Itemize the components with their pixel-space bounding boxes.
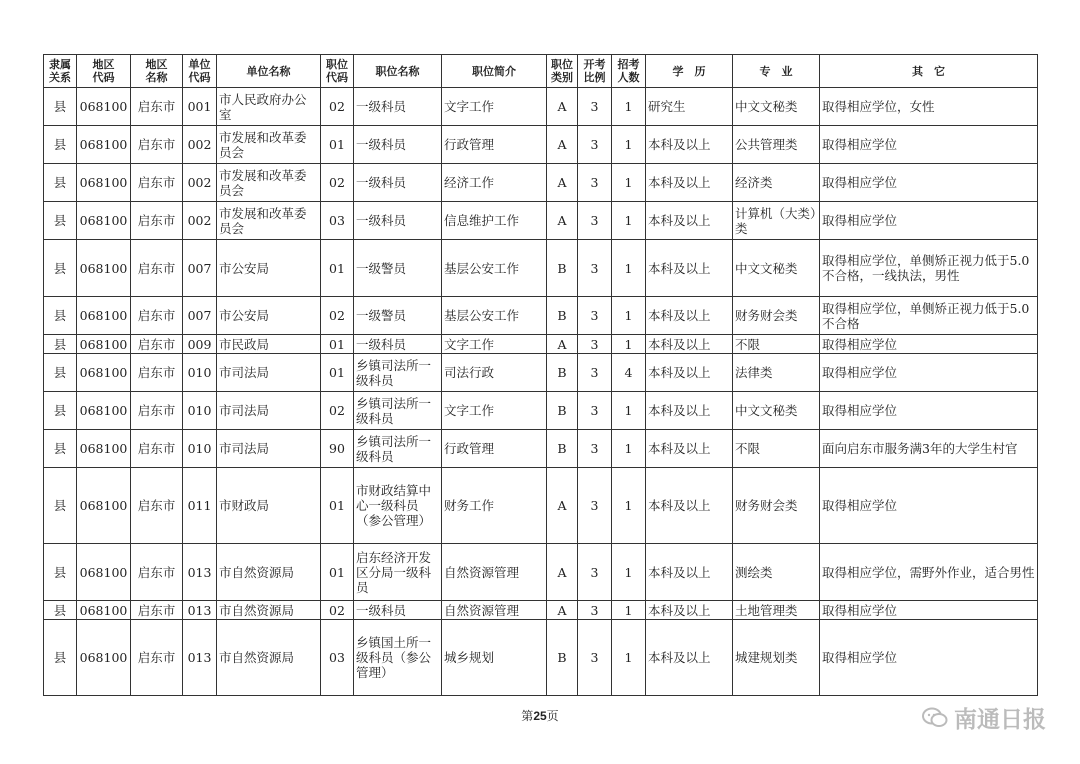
cell-unit-name: 市司法局 — [217, 392, 321, 430]
cell-major: 法律类 — [733, 354, 820, 392]
cell-region-code: 068100 — [77, 468, 131, 544]
cell-position-category: B — [547, 240, 578, 297]
cell-position-summary: 基层公安工作 — [442, 240, 547, 297]
table-row — [44, 601, 1038, 620]
cell-exam-ratio: 3 — [578, 335, 612, 354]
cell-major: 公共管理类 — [733, 126, 820, 164]
cell-exam-ratio: 3 — [578, 240, 612, 297]
cell-major: 中文文秘类 — [733, 392, 820, 430]
cell-region-code: 068100 — [77, 240, 131, 297]
cell-region-code: 068100 — [77, 430, 131, 468]
header-position-code: 职位 代码 — [321, 55, 354, 88]
header-region-code: 地区 代码 — [77, 55, 131, 88]
cell-region-code: 068100 — [77, 202, 131, 240]
cell-education: 本科及以上 — [646, 126, 733, 164]
cell-position-category: B — [547, 620, 578, 696]
cell-education: 本科及以上 — [646, 430, 733, 468]
cell-position-code: 02 — [321, 392, 354, 430]
cell-unit-code: 010 — [183, 430, 217, 468]
table-row — [44, 620, 1038, 696]
cell-education: 本科及以上 — [646, 620, 733, 696]
cell-affiliation: 县 — [44, 430, 77, 468]
cell-position-summary: 城乡规划 — [442, 620, 547, 696]
cell-other: 取得相应学位 — [820, 335, 1038, 354]
cell-unit-name: 市发展和改革委员会 — [217, 126, 321, 164]
cell-other: 取得相应学位 — [820, 601, 1038, 620]
cell-education: 本科及以上 — [646, 354, 733, 392]
cell-position-code: 01 — [321, 354, 354, 392]
cell-affiliation: 县 — [44, 240, 77, 297]
cell-position-name: 一级科员 — [354, 601, 442, 620]
newspaper-watermark — [922, 701, 1046, 734]
cell-region-code: 068100 — [77, 392, 131, 430]
chat-bubble-icon — [922, 707, 948, 729]
cell-position-category: B — [547, 297, 578, 335]
cell-exam-ratio: 3 — [578, 468, 612, 544]
cell-education: 本科及以上 — [646, 468, 733, 544]
cell-other: 取得相应学位 — [820, 354, 1038, 392]
watermark-text: 南通日报 — [954, 707, 1046, 733]
cell-unit-code: 013 — [183, 544, 217, 601]
cell-affiliation: 县 — [44, 392, 77, 430]
cell-position-category: A — [547, 126, 578, 164]
cell-region-name: 启东市 — [131, 88, 183, 126]
cell-major: 测绘类 — [733, 544, 820, 601]
cell-education: 本科及以上 — [646, 335, 733, 354]
cell-education: 本科及以上 — [646, 601, 733, 620]
table-row — [44, 88, 1038, 126]
cell-position-category: B — [547, 392, 578, 430]
header-exam-ratio: 开考 比例 — [578, 55, 612, 88]
cell-region-code: 068100 — [77, 297, 131, 335]
cell-affiliation: 县 — [44, 126, 77, 164]
header-major: 专 业 — [733, 55, 820, 88]
table-row — [44, 164, 1038, 202]
cell-unit-name: 市民政局 — [217, 335, 321, 354]
cell-other: 取得相应学位 — [820, 620, 1038, 696]
cell-hire-count: 1 — [612, 126, 646, 164]
cell-position-code: 01 — [321, 544, 354, 601]
cell-hire-count: 1 — [612, 202, 646, 240]
table-row — [44, 126, 1038, 164]
cell-position-summary: 自然资源管理 — [442, 601, 547, 620]
cell-position-code: 01 — [321, 126, 354, 164]
cell-hire-count: 1 — [612, 544, 646, 601]
cell-position-summary: 基层公安工作 — [442, 297, 547, 335]
cell-unit-name: 市公安局 — [217, 240, 321, 297]
cell-hire-count: 1 — [612, 88, 646, 126]
cell-other: 取得相应学位 — [820, 126, 1038, 164]
cell-region-name: 启东市 — [131, 430, 183, 468]
cell-unit-name: 市财政局 — [217, 468, 321, 544]
cell-position-code: 01 — [321, 240, 354, 297]
cell-position-code: 01 — [321, 335, 354, 354]
cell-exam-ratio: 3 — [578, 430, 612, 468]
cell-exam-ratio: 3 — [578, 88, 612, 126]
table-row — [44, 335, 1038, 354]
cell-position-summary: 信息维护工作 — [442, 202, 547, 240]
header-region-name: 地区 名称 — [131, 55, 183, 88]
header-other: 其 它 — [820, 55, 1038, 88]
cell-education: 本科及以上 — [646, 392, 733, 430]
cell-education: 本科及以上 — [646, 544, 733, 601]
cell-position-summary: 文字工作 — [442, 88, 547, 126]
cell-affiliation: 县 — [44, 335, 77, 354]
cell-position-code: 03 — [321, 620, 354, 696]
cell-unit-code: 009 — [183, 335, 217, 354]
cell-exam-ratio: 3 — [578, 544, 612, 601]
cell-hire-count: 1 — [612, 335, 646, 354]
cell-hire-count: 1 — [612, 164, 646, 202]
cell-education: 本科及以上 — [646, 164, 733, 202]
cell-hire-count: 1 — [612, 468, 646, 544]
cell-exam-ratio: 3 — [578, 164, 612, 202]
cell-unit-name: 市发展和改革委员会 — [217, 164, 321, 202]
cell-position-summary: 行政管理 — [442, 430, 547, 468]
cell-education: 本科及以上 — [646, 297, 733, 335]
cell-position-category: B — [547, 354, 578, 392]
cell-unit-name: 市司法局 — [217, 430, 321, 468]
cell-major: 计算机（大类）类 — [733, 202, 820, 240]
cell-position-name: 市财政结算中心一级科员（参公管理） — [354, 468, 442, 544]
cell-unit-code: 013 — [183, 601, 217, 620]
cell-other: 取得相应学位 — [820, 468, 1038, 544]
cell-education: 本科及以上 — [646, 202, 733, 240]
cell-region-code: 068100 — [77, 601, 131, 620]
cell-position-summary: 司法行政 — [442, 354, 547, 392]
cell-region-code: 068100 — [77, 88, 131, 126]
cell-position-name: 一级科员 — [354, 202, 442, 240]
cell-position-code: 02 — [321, 297, 354, 335]
table-row — [44, 392, 1038, 430]
cell-exam-ratio: 3 — [578, 620, 612, 696]
cell-position-code: 02 — [321, 164, 354, 202]
cell-unit-code: 011 — [183, 468, 217, 544]
cell-other: 取得相应学位，单侧矫正视力低于5.0不合格，一线执法，男性 — [820, 240, 1038, 297]
cell-position-summary: 文字工作 — [442, 392, 547, 430]
cell-unit-code: 013 — [183, 620, 217, 696]
cell-position-code: 03 — [321, 202, 354, 240]
cell-region-code: 068100 — [77, 164, 131, 202]
cell-other: 面向启东市服务满3年的大学生村官 — [820, 430, 1038, 468]
cell-position-code: 02 — [321, 88, 354, 126]
cell-position-summary: 自然资源管理 — [442, 544, 547, 601]
cell-major: 土地管理类 — [733, 601, 820, 620]
table-row — [44, 240, 1038, 297]
cell-unit-name: 市人民政府办公室 — [217, 88, 321, 126]
cell-position-name: 乡镇司法所一级科员 — [354, 354, 442, 392]
cell-region-name: 启东市 — [131, 601, 183, 620]
cell-region-name: 启东市 — [131, 620, 183, 696]
cell-region-name: 启东市 — [131, 354, 183, 392]
page-number: 第25页 — [521, 709, 559, 723]
cell-other: 取得相应学位 — [820, 392, 1038, 430]
cell-unit-code: 010 — [183, 354, 217, 392]
table-row — [44, 297, 1038, 335]
cell-exam-ratio: 3 — [578, 392, 612, 430]
cell-region-code: 068100 — [77, 620, 131, 696]
cell-region-code: 068100 — [77, 335, 131, 354]
table-row — [44, 202, 1038, 240]
header-unit-name: 单位名称 — [217, 55, 321, 88]
header-unit-code: 单位 代码 — [183, 55, 217, 88]
cell-position-summary: 行政管理 — [442, 126, 547, 164]
cell-unit-code: 007 — [183, 240, 217, 297]
cell-hire-count: 1 — [612, 601, 646, 620]
cell-region-code: 068100 — [77, 126, 131, 164]
cell-major: 财务财会类 — [733, 297, 820, 335]
cell-exam-ratio: 3 — [578, 354, 612, 392]
cell-position-code: 02 — [321, 601, 354, 620]
cell-affiliation: 县 — [44, 164, 77, 202]
cell-education: 研究生 — [646, 88, 733, 126]
cell-position-name: 乡镇司法所一级科员 — [354, 392, 442, 430]
cell-unit-code: 010 — [183, 392, 217, 430]
cell-region-name: 启东市 — [131, 126, 183, 164]
cell-position-summary: 文字工作 — [442, 335, 547, 354]
cell-position-category: A — [547, 468, 578, 544]
header-affiliation: 隶属 关系 — [44, 55, 77, 88]
cell-hire-count: 1 — [612, 430, 646, 468]
cell-position-category: A — [547, 335, 578, 354]
cell-unit-code: 002 — [183, 126, 217, 164]
cell-position-name: 乡镇国土所一级科员（参公管理） — [354, 620, 442, 696]
cell-position-name: 启东经济开发区分局一级科员 — [354, 544, 442, 601]
cell-exam-ratio: 3 — [578, 126, 612, 164]
cell-other: 取得相应学位，女性 — [820, 88, 1038, 126]
cell-unit-code: 002 — [183, 202, 217, 240]
cell-other: 取得相应学位 — [820, 202, 1038, 240]
cell-unit-code: 001 — [183, 88, 217, 126]
cell-major: 财务财会类 — [733, 468, 820, 544]
cell-affiliation: 县 — [44, 468, 77, 544]
header-hire-count: 招考 人数 — [612, 55, 646, 88]
cell-affiliation: 县 — [44, 544, 77, 601]
cell-hire-count: 4 — [612, 354, 646, 392]
cell-region-code: 068100 — [77, 544, 131, 601]
cell-major: 不限 — [733, 430, 820, 468]
table-row — [44, 544, 1038, 601]
cell-hire-count: 1 — [612, 240, 646, 297]
cell-affiliation: 县 — [44, 601, 77, 620]
cell-unit-name: 市发展和改革委员会 — [217, 202, 321, 240]
cell-hire-count: 1 — [612, 620, 646, 696]
cell-position-summary: 经济工作 — [442, 164, 547, 202]
cell-position-code: 01 — [321, 468, 354, 544]
cell-position-name: 一级科员 — [354, 335, 442, 354]
cell-unit-name: 市公安局 — [217, 297, 321, 335]
cell-unit-name: 市自然资源局 — [217, 620, 321, 696]
header-education: 学 历 — [646, 55, 733, 88]
cell-region-code: 068100 — [77, 354, 131, 392]
cell-position-category: A — [547, 601, 578, 620]
cell-other: 取得相应学位，需野外作业，适合男性 — [820, 544, 1038, 601]
cell-position-category: B — [547, 430, 578, 468]
cell-affiliation: 县 — [44, 354, 77, 392]
cell-major: 中文文秘类 — [733, 240, 820, 297]
cell-position-name: 乡镇司法所一级科员 — [354, 430, 442, 468]
cell-other: 取得相应学位，单侧矫正视力低于5.0不合格 — [820, 297, 1038, 335]
cell-position-category: A — [547, 88, 578, 126]
cell-position-category: A — [547, 202, 578, 240]
cell-major: 不限 — [733, 335, 820, 354]
cell-major: 经济类 — [733, 164, 820, 202]
cell-unit-name: 市司法局 — [217, 354, 321, 392]
cell-unit-name: 市自然资源局 — [217, 544, 321, 601]
cell-region-name: 启东市 — [131, 468, 183, 544]
cell-position-category: A — [547, 164, 578, 202]
cell-region-name: 启东市 — [131, 392, 183, 430]
cell-affiliation: 县 — [44, 297, 77, 335]
cell-exam-ratio: 3 — [578, 601, 612, 620]
table-row — [44, 354, 1038, 392]
cell-position-code: 90 — [321, 430, 354, 468]
cell-exam-ratio: 3 — [578, 202, 612, 240]
cell-major: 城建规划类 — [733, 620, 820, 696]
header-position-category: 职位 类别 — [547, 55, 578, 88]
cell-unit-code: 007 — [183, 297, 217, 335]
cell-education: 本科及以上 — [646, 240, 733, 297]
cell-position-summary: 财务工作 — [442, 468, 547, 544]
cell-region-name: 启东市 — [131, 335, 183, 354]
cell-position-name: 一级科员 — [354, 126, 442, 164]
cell-position-name: 一级警员 — [354, 240, 442, 297]
cell-region-name: 启东市 — [131, 544, 183, 601]
cell-region-name: 启东市 — [131, 240, 183, 297]
cell-affiliation: 县 — [44, 88, 77, 126]
cell-unit-code: 002 — [183, 164, 217, 202]
cell-major: 中文文秘类 — [733, 88, 820, 126]
table-row — [44, 430, 1038, 468]
table-row — [44, 468, 1038, 544]
cell-region-name: 启东市 — [131, 297, 183, 335]
cell-position-name: 一级警员 — [354, 297, 442, 335]
header-row — [44, 55, 1038, 88]
recruitment-table — [43, 54, 1038, 696]
cell-exam-ratio: 3 — [578, 297, 612, 335]
cell-position-name: 一级科员 — [354, 88, 442, 126]
cell-region-name: 启东市 — [131, 164, 183, 202]
cell-other: 取得相应学位 — [820, 164, 1038, 202]
cell-hire-count: 1 — [612, 392, 646, 430]
cell-hire-count: 1 — [612, 297, 646, 335]
cell-position-name: 一级科员 — [354, 164, 442, 202]
header-position-name: 职位名称 — [354, 55, 442, 88]
cell-unit-name: 市自然资源局 — [217, 601, 321, 620]
cell-affiliation: 县 — [44, 620, 77, 696]
cell-region-name: 启东市 — [131, 202, 183, 240]
cell-affiliation: 县 — [44, 202, 77, 240]
header-position-summary: 职位简介 — [442, 55, 547, 88]
cell-position-category: A — [547, 544, 578, 601]
